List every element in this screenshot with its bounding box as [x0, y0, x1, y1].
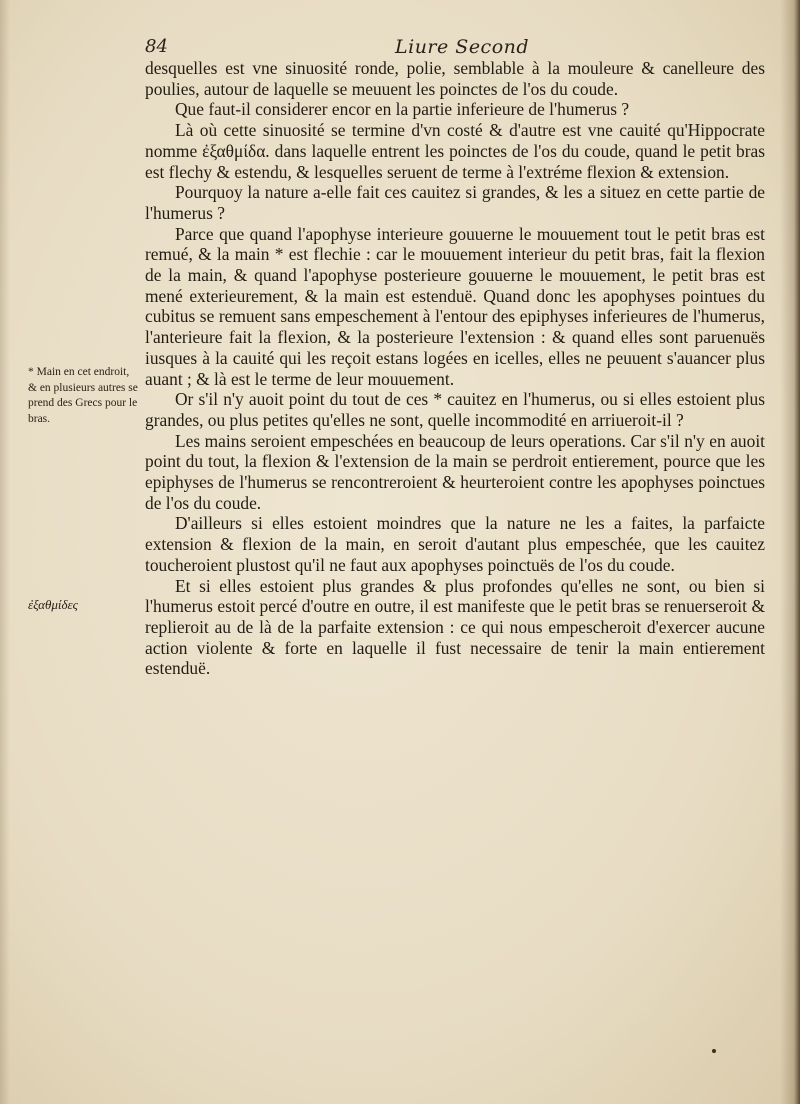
page-number: 84 [145, 36, 168, 57]
page-edge-shadow [780, 0, 800, 1104]
paragraph: Là où cette sinuosité se termine d'vn costé & d'autre est vne cauité qu'Hippocrate nomme ἐξαθμίδα. dans laquelle entrent les poinctes de l'os du coude, quand le petit bras est flechy & estendu, & lesquelles seruent de terme à l'extréme flexion & extension. [145, 120, 765, 182]
paragraph: Or s'il n'y auoit point du tout de ces * cauitez en l'humerus, ou si elles estoient plus grandes, ou plus petites qu'elles ne sont, quelle incommodité en arriueroit-il ? [145, 389, 765, 430]
paragraph: Pourquoy la nature a-elle fait ces cauitez si grandes, & les a situez en cette partie de l'humerus ? [145, 182, 765, 223]
running-title: Liure Second [395, 36, 530, 58]
paragraph: Les mains seroient empeschées en beaucoup de leurs operations. Car s'il n'y en auoit point du tout, la flexion & l'extension de la main se perdroit entierement, pource que les epiphyses de l'humerus se rencontreroient & heurteroient contre les apophyses poinctues de l'os du coude. [145, 430, 765, 513]
page-gutter-shadow [0, 0, 10, 1104]
paragraph: Parce que quand l'apophyse interieure gouuerne le mouuement tout le petit bras est remué, & la main * est flechie : car le mouuement interieur du petit bras, fait la flexion de la main, & quand l'apophyse posterieure gouuerne le mouuement, le petit bras est mené exterieurement, & la main est estenduë. Quand donc les apophyses pointues du cubitus se remuent sans empeschement à l'entour des epiphyses inferieures de l'humerus, l'anterieure fait la flexion, & la posterieure l'extension : & quand elles sont paruenuës iusques à la cauité qui les reçoit estans logées en icelles, elles ne peuuent s'auancer plus auant ; & là est le terme de leur mouuement. [145, 223, 765, 389]
page-body [145, 58, 765, 679]
margin-note-greek: ἐξαθμίδες [28, 597, 78, 612]
ink-dot [712, 1049, 716, 1053]
paragraph: desquelles est vne sinuosité ronde, polie, semblable à la mouleure & canelleure des poulies, autour de laquelle se meuuent les poinctes de l'os du coude. [145, 58, 765, 99]
paragraph: Que faut-il considerer encor en la partie inferieure de l'humerus ? [175, 99, 630, 120]
paragraph: Et si elles estoient plus grandes & plus profondes qu'elles ne sont, ou bien si l'humerus estoit percé d'outre en outre, il est manifeste que le petit bras se renuerseroit & replieroit au de là de la parfaite extension : ce qui nous empescheroit d'exercer aucune action violente & forte en laquelle il fust necessaire de tenir la main entierement estenduë. [145, 575, 765, 679]
margin-note-main: * Main en cet endroit, & en plusieurs autres se prend des Grecs pour le bras. [28, 366, 138, 425]
paragraph: D'ailleurs si elles estoient moindres que la nature ne les a faites, la parfaicte extension & flexion de la main, en seroit d'autant plus empeschée, que les cauitez toucheroient plustost qu'il ne faut aux apophyses poinctuës de l'os du coude. [145, 513, 765, 575]
